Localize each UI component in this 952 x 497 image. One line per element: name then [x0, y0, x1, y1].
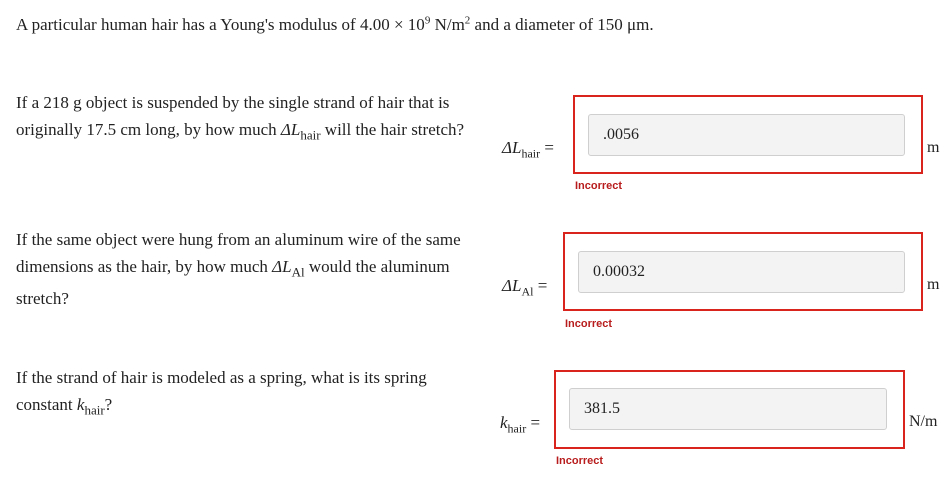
question-3-text: If the strand of hair is modeled as a spring, what is its spring constant $k_{hair}$? [16, 368, 427, 418]
answer-3-label: $k_{hair}$ = [500, 413, 541, 436]
answer-3-input[interactable]: 381.5 [569, 388, 887, 430]
answer-1-feedback: Incorrect [575, 180, 623, 192]
question-2-text: If the same object were hung from an aluminum wire of the same dimensions as the hair, by how much $\Delta L_{Al}$ would the aluminum stretch? [16, 230, 461, 309]
answer-2-feedback: Incorrect [565, 318, 613, 330]
answer-3-feedback: Incorrect [556, 455, 604, 467]
answer-1-label: $\Delta L_{hair}$ = [502, 138, 554, 161]
answer-1-unit: m [927, 139, 940, 156]
answer-2-label: $\Delta L_{Al}$ = [502, 276, 548, 299]
answer-2-input[interactable]: 0.00032 [578, 251, 905, 293]
problem-statement: A particular human hair has a Young's modulus of $4.00 \times 10^9$ $N/m^2$ and a diameter of 150 μm. [16, 14, 654, 34]
answer-2-unit: m [927, 276, 940, 293]
answer-1-input[interactable]: .0056 [588, 114, 905, 156]
question-1-text: If a 218 g object is suspended by the single strand of hair that is originally 17.5 cm long, by how much $\Delta L_{hair}$ will the hair stretch? [16, 93, 465, 143]
answer-3-unit: N/m [909, 413, 938, 430]
